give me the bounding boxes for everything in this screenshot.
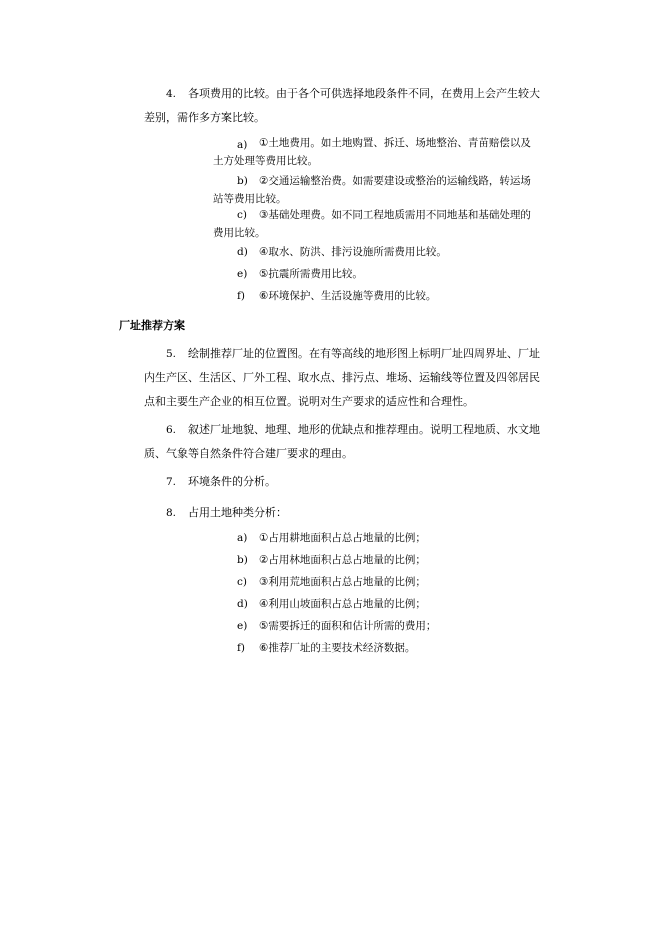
item-5-line-1: 绘制推荐厂址的位置图。在有等高线的地形图上标明厂址四周界址、厂址 (188, 347, 540, 360)
sub-item-8d-letter: d) (237, 598, 248, 610)
sub-item-4b (213, 172, 568, 208)
sub-item-8d-line-1: ④利用山坡面积占总占地量的比例； (259, 598, 426, 610)
item-6-number: 6. (166, 424, 177, 436)
item-6-line-2: 质、气象等自然条件符合建厂要求的理由。 (144, 447, 353, 460)
item-8 (144, 501, 574, 525)
sub-item-4c-line-1: ③基础处理费。如不同工程地质需用不同地基和基础处理的 (259, 209, 531, 221)
item-7 (144, 470, 574, 494)
sub-item-8a (213, 529, 568, 547)
sub-item-8f-line-1: ⑥推荐厂址的主要技术经济数据。 (259, 642, 416, 654)
sub-item-8f-letter: f) (237, 642, 245, 654)
sub-item-4c-line-2: 费用比较。 (213, 227, 266, 239)
sub-item-8b-letter: b) (237, 554, 248, 566)
item-7-line-1: 环境条件的分析。 (188, 475, 276, 488)
sub-item-4e-line-1: ⑤抗震所需费用比较。 (259, 268, 363, 280)
sub-item-4b-line-1: ②交通运输整治费。如需要建设或整治的运输线路，转运场 (259, 175, 531, 187)
sub-item-8d (213, 595, 568, 613)
sub-item-4c-letter: c) (237, 209, 247, 221)
sub-item-4b-letter: b) (237, 175, 248, 187)
sub-item-4d-letter: d) (237, 246, 248, 258)
sub-item-4a-line-1: ①土地费用。如土地购置、拆迁、场地整治、青苗赔偿以及 (259, 137, 531, 149)
sub-item-4b-line-2: 站等费用比较。 (213, 193, 287, 205)
sub-item-8c-letter: c) (237, 576, 247, 588)
item-5 (144, 342, 574, 414)
item-4-line-1: 各项费用的比较。由于各个可供选择地段条件不同，在费用上会产生较大 (188, 87, 540, 100)
sub-item-4d-line-1: ④取水、防洪、排污设施所需费用比较。 (259, 246, 447, 258)
sub-item-8f (213, 639, 568, 657)
item-4-number: 4. (166, 88, 177, 100)
sub-item-8b (213, 551, 568, 569)
sub-item-4e-letter: e) (237, 268, 248, 280)
sub-item-4a (213, 134, 568, 170)
sub-item-8a-line-1: ①占用耕地面积占总占地量的比例； (259, 532, 426, 544)
sub-item-4e (213, 265, 568, 283)
sub-item-8e-line-1: ⑤需要拆迁的面积和估计所需的费用； (259, 620, 437, 632)
sub-item-4f-line-1: ⑥环境保护、生活设施等费用的比较。 (259, 290, 437, 302)
sub-item-8b-line-1: ②占用林地面积占总占地量的比例； (259, 554, 426, 566)
item-4 (144, 82, 574, 130)
sub-item-4a-letter: a) (237, 139, 248, 151)
sub-item-8e (213, 617, 568, 635)
item-8-line-1: 占用土地种类分析： (188, 506, 287, 519)
item-4-line-2: 差别，需作多方案比较。 (144, 111, 265, 124)
sub-item-4f (213, 287, 568, 305)
item-6-line-1: 叙述厂址地貌、地理、地形的优缺点和推荐理由。说明工程地质、水文地 (188, 423, 540, 436)
sub-item-8e-letter: e) (237, 620, 248, 632)
sub-item-8a-letter: a) (237, 532, 248, 544)
sub-item-4a-line-2: 土方处理等费用比较。 (213, 155, 318, 167)
sub-item-4d (213, 243, 568, 261)
sub-item-8c (213, 573, 568, 591)
item-5-number: 5. (166, 348, 177, 360)
sub-item-4f-letter: f) (237, 290, 245, 302)
section-heading: 厂址推荐方案 (119, 319, 185, 332)
item-7-number: 7. (166, 476, 177, 488)
sub-item-4c (213, 206, 568, 242)
item-5-line-2: 内生产区、生活区、厂外工程、取水点、排污点、堆场、运输线等位置及四邻居民 (144, 371, 540, 384)
item-6 (144, 418, 574, 466)
item-5-line-3: 点和主要生产企业的相互位置。说明对生产要求的适应性和合理性。 (144, 395, 474, 408)
item-8-number: 8. (166, 507, 177, 519)
sub-item-8c-line-1: ③利用荒地面积占总占地量的比例； (259, 576, 426, 588)
